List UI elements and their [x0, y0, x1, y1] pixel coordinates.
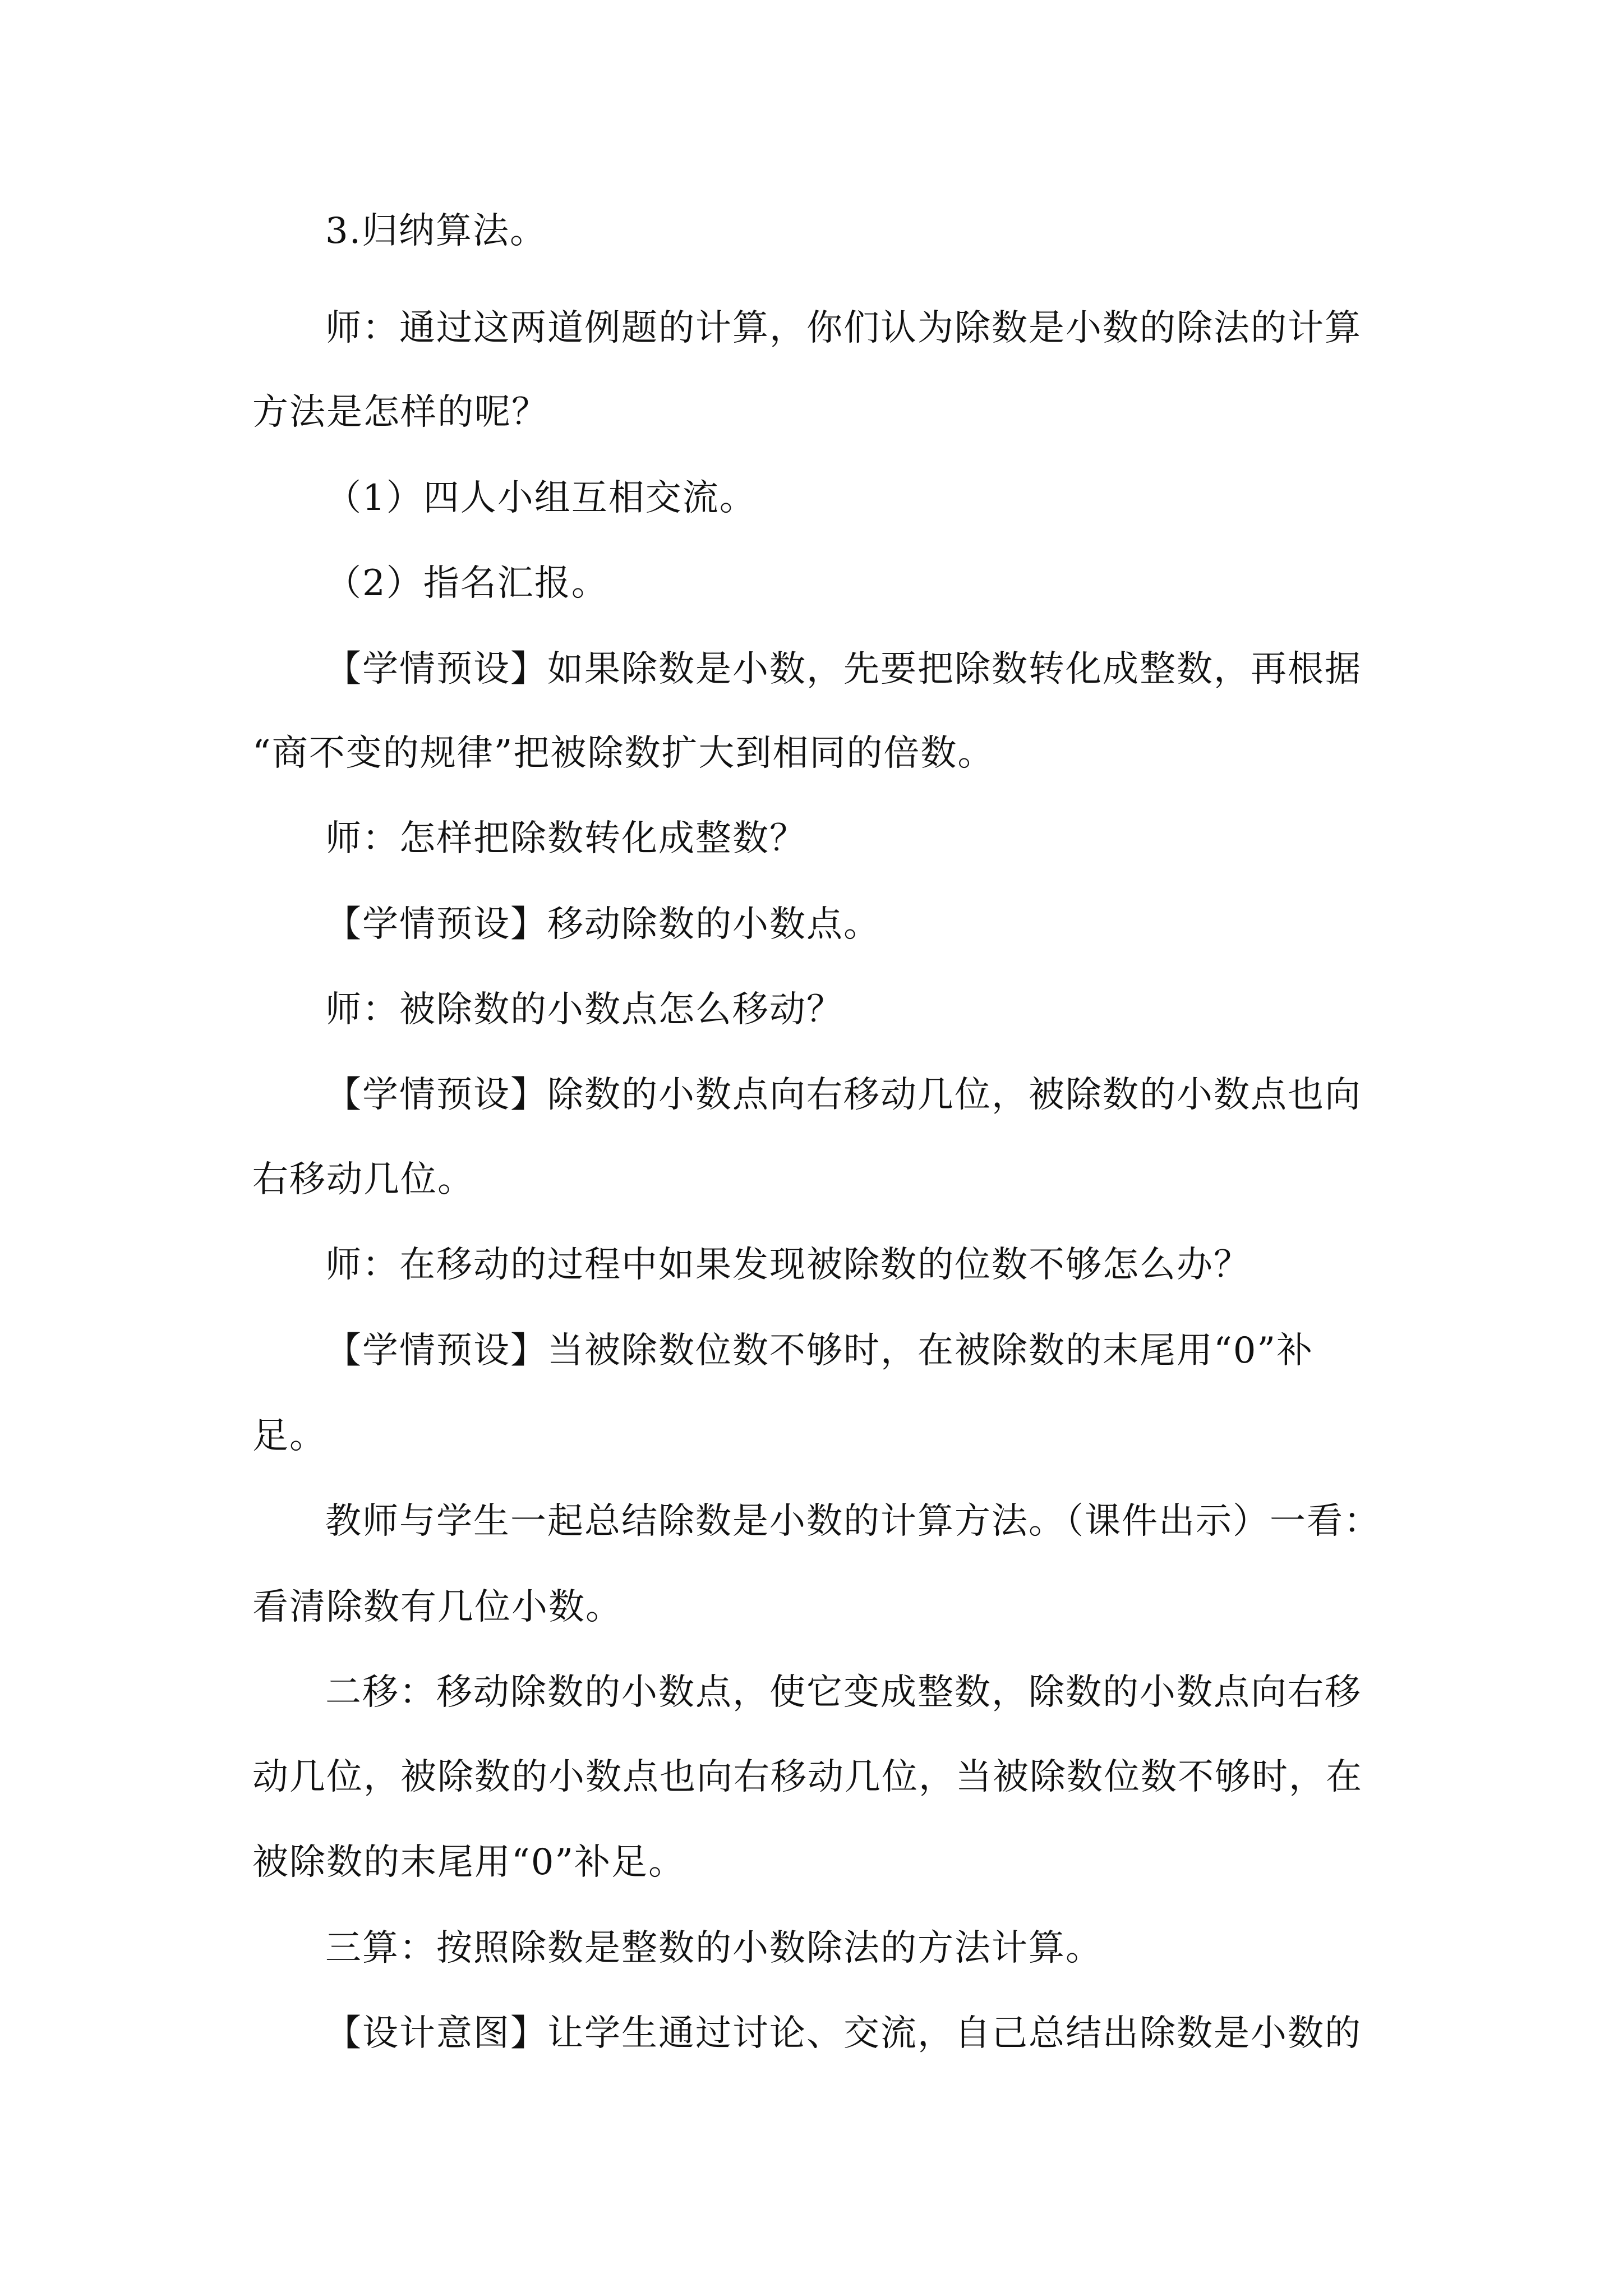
- paragraph-line: 【学情预设】当被除数位数不够时，在被除数的末尾用“0”补: [325, 1330, 1314, 1372]
- paragraph-line: 右移动几位。: [252, 1159, 474, 1200]
- paragraph-line: 二移：移动除数的小数点，使它变成整数，除数的小数点向右移: [325, 1672, 1362, 1713]
- paragraph-line: 【设计意图】让学生通过讨论、交流，自己总结出除数是小数的: [325, 2013, 1362, 2054]
- paragraph-line: 【学情预设】移动除数的小数点。: [325, 904, 880, 945]
- paragraph-line: 教师与学生一起总结除数是小数的计算方法。（课件出示）一看：: [325, 1501, 1381, 1542]
- section-heading: 3.归纳算法。: [325, 210, 547, 252]
- paragraph-line: 方法是怎样的呢？: [252, 392, 548, 433]
- list-item: （2）指名汇报。: [325, 563, 608, 604]
- paragraph-line: 师：被除数的小数点怎么移动？: [325, 989, 843, 1030]
- paragraph-line: 被除数的末尾用“0”补足。: [252, 1842, 686, 1883]
- paragraph-line: 师：怎样把除数转化成整数？: [325, 818, 806, 859]
- paragraph-line: 足。: [252, 1415, 326, 1457]
- list-item: （1）四人小组互相交流。: [325, 477, 757, 519]
- paragraph-line: “商不变的规律”把被除数扩大到相同的倍数。: [252, 733, 995, 774]
- paragraph-line: 看清除数有几位小数。: [252, 1586, 623, 1628]
- paragraph-line: 师：通过这两道例题的计算，你们认为除数是小数的除法的计算: [325, 307, 1362, 349]
- paragraph-line: 【学情预设】如果除数是小数，先要把除数转化成整数，再根据: [325, 648, 1362, 690]
- paragraph-line: 师：在移动的过程中如果发现被除数的位数不够怎么办？: [325, 1244, 1251, 1286]
- paragraph-line: 【学情预设】除数的小数点向右移动几位，被除数的小数点也向: [325, 1074, 1362, 1116]
- paragraph-line: 动几位，被除数的小数点也向右移动几位，当被除数位数不够时，在: [252, 1756, 1363, 1798]
- paragraph-line: 三算：按照除数是整数的小数除法的方法计算。: [325, 1927, 1103, 1969]
